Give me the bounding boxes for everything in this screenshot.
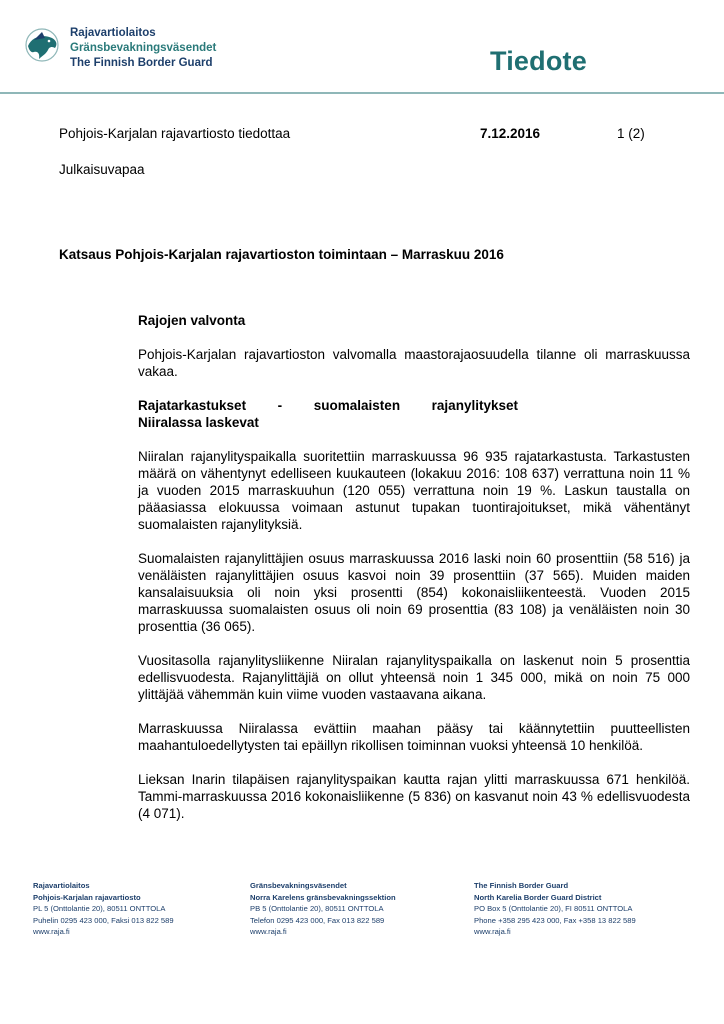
- page-number: 1 (2): [617, 126, 645, 141]
- footer-phone: Phone +358 295 423 000, Fax +358 13 822 589: [474, 915, 636, 925]
- heading-word: Rajatarkastukset: [138, 398, 247, 413]
- org-name-sv: Gränsbevakningsväsendet: [70, 42, 217, 54]
- footer-address: PB 5 (Onttolantie 20), 80511 ONTTOLA: [250, 904, 384, 913]
- paragraph: Niiralan rajanylityspaikalla suoritettiin marraskuussa 96 935 rajatarkastusta. Tarkastusten määrä on vähentynyt edelliseen kuukauteen (lokakuu 2016: 108 637) verrattuna noin 11 % ja vuoden 2015 marraskuuhun (120 055) verrattuna noin 19 %. Laskun taustalla on pääasiassa elokuussa voimaan astunut tupakan tuontirajoitukset, mikä vähentänyt suomalaisten rajanylityksiä.: [138, 449, 690, 532]
- heading-word: -: [277, 398, 283, 413]
- footer-unit: Pohjois-Karjalan rajavartiosto: [33, 892, 141, 902]
- footer-column-sv: [250, 880, 396, 938]
- paragraph: Lieksan Inarin tilapäisen rajanylityspaikan kautta rajan ylitti marraskuussa 671 henkilöä. Tammi-marraskuussa 2016 kokonaisliikenne (5 836) on kasvanut noin 43 % edellisvuodesta (4 071).: [138, 772, 690, 821]
- footer-column-en: [474, 880, 636, 938]
- heading-line-2: Niiralassa laskevat: [138, 415, 259, 430]
- footer-org-title: The Finnish Border Guard: [474, 881, 569, 890]
- footer-unit: North Karelia Border Guard District: [474, 892, 602, 902]
- footer-address: PO Box 5 (Onttolantie 20), FI 80511 ONTTOLA: [474, 904, 633, 913]
- paragraph: Marraskuussa Niiralassa evättiin maahan pääsy tai käännytettiin puutteellisten maahantuloedellytysten tai epäillyn rikollisen toiminnan vuoksi yhteensä 10 henkilöä.: [138, 721, 690, 753]
- release-date: 7.12.2016: [480, 126, 541, 141]
- document-type-title: Tiedote: [490, 46, 587, 76]
- footer-website-link[interactable]: www.raja.fi: [33, 927, 70, 936]
- header-divider: [0, 92, 724, 94]
- heading-word: rajanylitykset: [431, 398, 518, 413]
- footer-website-link[interactable]: www.raja.fi: [474, 927, 511, 936]
- document-title: Katsaus Pohjois-Karjalan rajavartioston toimintaan – Marraskuu 2016: [59, 247, 504, 262]
- org-name-en: The Finnish Border Guard: [70, 57, 213, 69]
- sender-line: Pohjois-Karjalan rajavartiosto tiedottaa: [59, 126, 291, 141]
- lion-emblem-icon: [22, 26, 62, 64]
- footer-org-title: Rajavartiolaitos: [33, 881, 90, 890]
- organization-names: [70, 26, 216, 71]
- footer-address: PL 5 (Onttolantie 20), 80511 ONTTOLA: [33, 904, 166, 913]
- paragraph: Suomalaisten rajanylittäjien osuus marraskuussa 2016 laski noin 60 prosenttiin (58 516) ja venäläisten rajanylittäjien osuus kasvoi noin 39 prosenttiin (37 565). Muiden maiden kansalaisuuksia oli noin yksi prosentti (854) kokonaisliikenteestä. Vuoden 2015 marraskuussa suomalaisten osuus oli noin 69 prosenttia (83 108) ja venäläisten noin 30 prosenttia (36 065).: [138, 551, 690, 634]
- footer-column-fi: [33, 880, 174, 938]
- release-status: Julkaisuvapaa: [59, 162, 145, 177]
- footer-phone: Puhelin 0295 423 000, Faksi 013 822 589: [33, 915, 174, 925]
- document-body: [138, 312, 690, 839]
- footer-unit: Norra Karelens gränsbevakningssektion: [250, 892, 396, 902]
- section-heading-border-checks: [138, 397, 690, 431]
- paragraph: Pohjois-Karjalan rajavartioston valvomalla maastorajaosuudella tilanne oli marraskuussa vakaa.: [138, 347, 690, 379]
- footer-phone: Telefon 0295 423 000, Fax 013 822 589: [250, 915, 385, 925]
- footer-website-link[interactable]: www.raja.fi: [250, 927, 287, 936]
- heading-word: suomalaisten: [313, 398, 401, 413]
- section-heading-border-surveillance: Rajojen valvonta: [138, 313, 246, 328]
- footer-org-title: Gränsbevakningsväsendet: [250, 881, 347, 890]
- paragraph: Vuositasolla rajanylitysliikenne Niiralan rajanylityspaikalla on laskenut noin 5 prosenttia edellisvuodesta. Rajanylittäjiä on ollut yhteensä noin 1 345 000, mikä on noin 75 000 ylittäjää vähemmän kuin viime vuoden vastaavana aikana.: [138, 653, 690, 702]
- org-name-fi: Rajavartiolaitos: [70, 27, 156, 39]
